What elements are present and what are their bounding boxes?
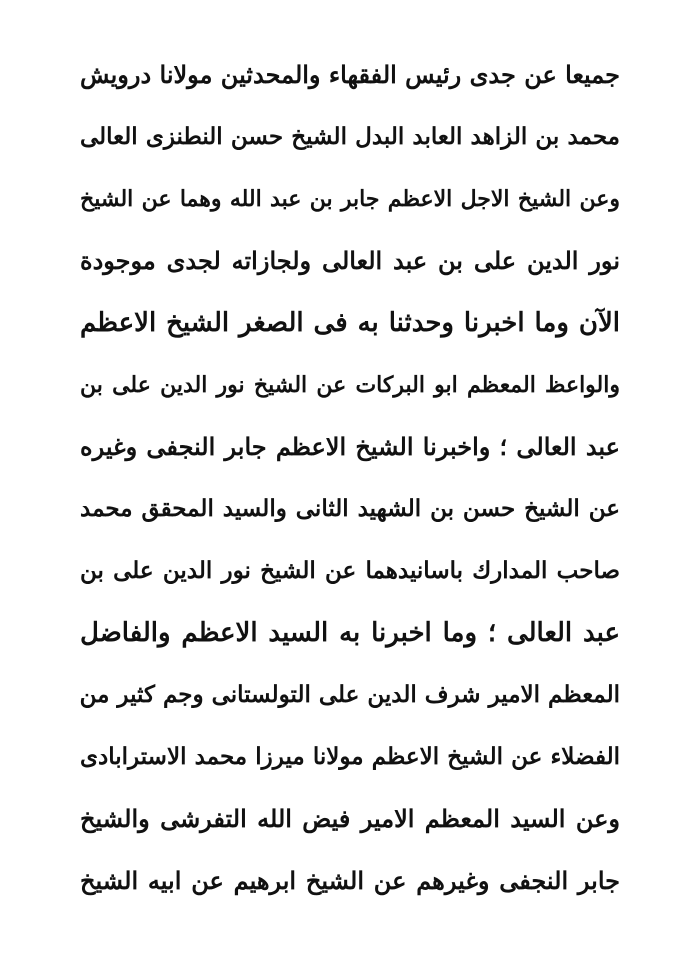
manuscript-line-5: الآن وما اخبرنا وحدثنا به فى الصغر الشيخ الاعظم xyxy=(80,308,620,338)
manuscript-line-9: صاحب المدارك باسانيدهما عن الشيخ نور الدين على بن xyxy=(80,557,620,584)
manuscript-line-7: عبد العالى ؛ واخبرنا الشيخ الاعظم جابر النجفى وغيره xyxy=(80,432,620,461)
manuscript-line-1: جميعا عن جدى رئيس الفقهاء والمحدثين مولانا درويش xyxy=(80,60,620,89)
manuscript-line-6: والواعظ المعظم ابو البركات عن الشيخ نور الدين على بن xyxy=(80,372,620,398)
manuscript-line-13: وعن السيد المعظم الامير فيض الله التفرشى والشيخ xyxy=(80,804,620,833)
manuscript-line-10: عبد العالى ؛ وما اخبرنا به السيد الاعظم والفاضل xyxy=(80,618,620,648)
manuscript-line-2: محمد بن الزاهد العابد البدل الشيخ حسن النطنزى العالى xyxy=(80,123,620,150)
manuscript-line-14: جابر النجفى وغيرهم عن الشيخ ابرهيم عن ابيه الشيخ xyxy=(80,866,620,895)
manuscript-text-block xyxy=(80,44,620,912)
manuscript-line-11: المعظم الامير شرف الدين على التولستانى وجم كثير من xyxy=(80,681,620,708)
manuscript-line-12: الفضلاء عن الشيخ الاعظم مولانا ميرزا محمد الاسترابادى xyxy=(80,743,620,770)
manuscript-line-4: نور الدين على بن عبد العالى ولجازاته لجدى موجودة xyxy=(80,246,620,275)
manuscript-line-8: عن الشيخ حسن بن الشهيد الثانى والسيد المحقق محمد xyxy=(80,495,620,522)
manuscript-line-3: وعن الشيخ الاجل الاعظم جابر بن عبد الله وهما عن الشيخ xyxy=(80,186,620,212)
